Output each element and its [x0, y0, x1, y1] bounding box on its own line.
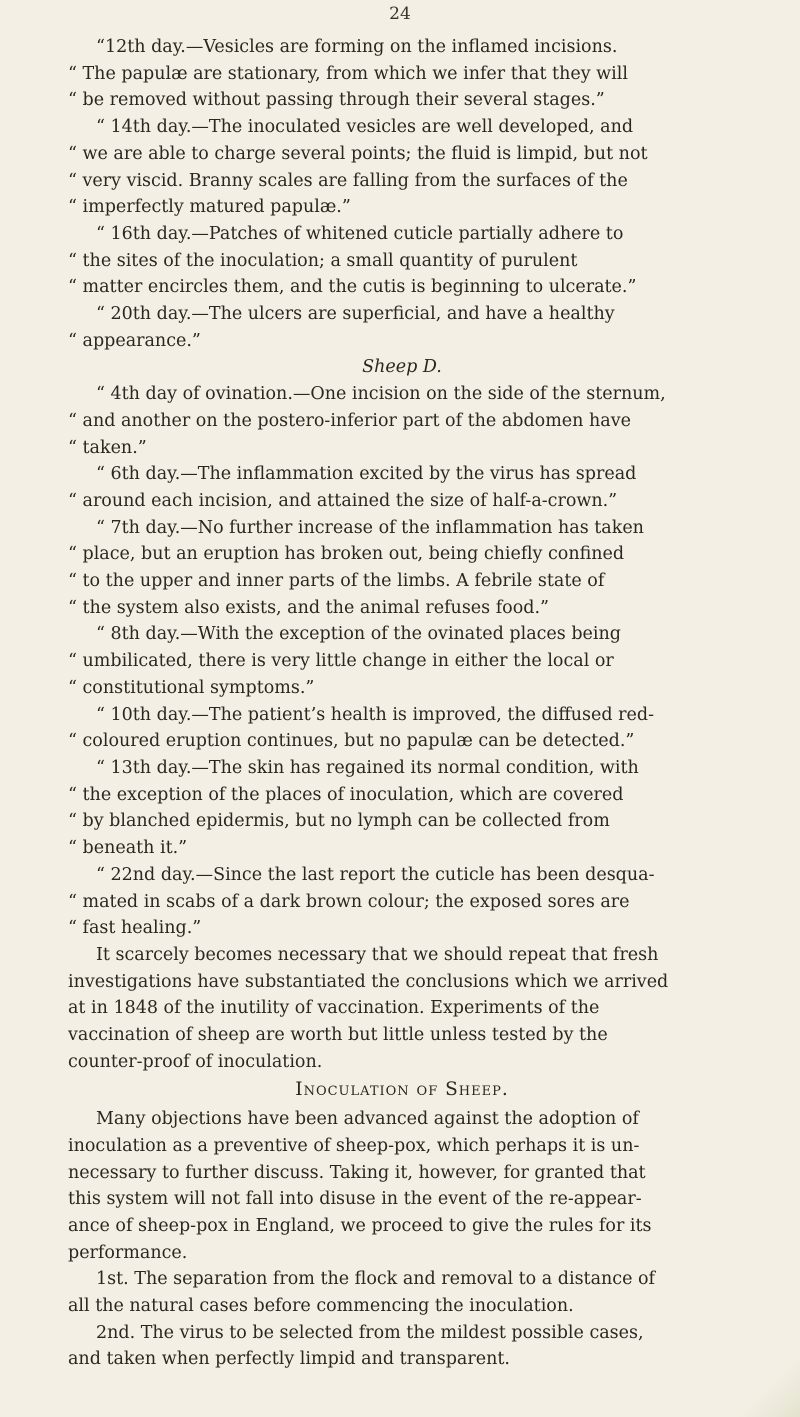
text-line: “ umbilicated, there is very little change in either the local or	[68, 651, 614, 672]
text-line: “ imperfectly matured papulæ.”	[68, 197, 351, 218]
text-line: “ around each incision, and attained the size of half-a-crown.”	[68, 490, 618, 511]
text-line: inoculation as a preventive of sheep-pox, which perhaps it is un-	[68, 1135, 640, 1156]
text-line: “ 8th day.—With the exception of the ovinated places being	[96, 624, 621, 645]
text-line: “ to the upper and inner parts of the limbs. A febrile state of	[68, 571, 605, 592]
text-line: “ very viscid. Branny scales are falling from the surfaces of the	[68, 170, 628, 191]
text-line: 1st. The separation from the flock and removal to a distance of	[96, 1269, 656, 1290]
page-stain	[740, 1337, 800, 1417]
text-line: 2nd. The virus to be selected from the mildest possible cases,	[96, 1322, 644, 1343]
conclusion-paragraph	[68, 942, 736, 1076]
section-heading: Inoculation of Sheep.	[295, 1079, 509, 1101]
text-line: “ coloured eruption continues, but no papulæ can be detected.”	[68, 731, 635, 752]
text-line: Many objections have been advanced against the adoption of	[96, 1109, 639, 1130]
text-line: “12th day.—Vesicles are forming on the inflamed incisions.	[96, 37, 618, 57]
text-line: at in 1848 of the inutility of vaccination. Experiments of the	[68, 998, 600, 1019]
sheep-c-log	[68, 34, 736, 354]
text-line: “ 16th day.—Patches of whitened cuticle partially adhere to	[96, 223, 624, 244]
text-line: “ 6th day.—The inflammation excited by the virus has spread	[96, 464, 637, 485]
text-line: counter-proof of inoculation.	[68, 1051, 323, 1072]
text-line: “ 7th day.—No further increase of the inflammation has taken	[96, 517, 644, 538]
inoculation-rules	[68, 1106, 736, 1373]
page-body	[68, 34, 736, 1373]
text-line: It scarcely becomes necessary that we should repeat that fresh	[96, 944, 659, 965]
text-line: investigations have substantiated the conclusions which we arrived	[68, 971, 669, 992]
text-line: “ mated in scabs of a dark brown colour; the exposed sores are	[68, 891, 630, 912]
text-line: “ 22nd day.—Since the last report the cuticle has been desqua-	[96, 864, 655, 885]
text-line: this system will not fall into disuse in the event of the re-appear-	[68, 1189, 642, 1210]
text-line: “ matter encircles them, and the cutis is beginning to ulcerate.”	[68, 277, 637, 298]
text-line: “ beneath it.”	[68, 838, 188, 859]
text-line: “ be removed without passing through their several stages.”	[68, 90, 605, 111]
text-line: “ appearance.”	[68, 330, 201, 351]
text-line: “ 13th day.—The skin has regained its normal condition, with	[96, 757, 639, 778]
text-line: “ constitutional symptoms.”	[68, 677, 315, 698]
page-number: 24	[389, 4, 411, 24]
sheep-d-log	[68, 381, 736, 942]
text-line: all the natural cases before commencing the inoculation.	[68, 1296, 574, 1317]
text-line: “ 10th day.—The patient’s health is improved, the diffused red-	[96, 704, 654, 725]
text-line: necessary to further discuss. Taking it, however, for granted that	[68, 1162, 646, 1183]
text-line: “ 20th day.—The ulcers are superficial, and have a healthy	[96, 304, 615, 325]
text-line: “ and another on the postero-inferior part of the abdomen have	[68, 410, 631, 431]
text-line: “ by blanched epidermis, but no lymph can be collected from	[68, 811, 610, 832]
text-line: “ fast healing.”	[68, 918, 202, 939]
text-line: “ The papulæ are stationary, from which we infer that they will	[68, 63, 628, 84]
text-line: “ place, but an eruption has broken out, being chiefly confined	[68, 544, 625, 565]
text-line: “ 4th day of ovination.—One incision on the side of the sternum,	[96, 384, 666, 405]
text-line: “ we are able to charge several points; the fluid is limpid, but not	[68, 143, 648, 164]
text-line: and taken when perfectly limpid and transparent.	[68, 1349, 510, 1370]
text-line: “ the exception of the places of inoculation, which are covered	[68, 784, 624, 805]
text-line: “ taken.”	[68, 437, 147, 458]
text-line: “ the sites of the inoculation; a small quantity of purulent	[68, 250, 578, 271]
text-line: ance of sheep-pox in England, we proceed to give the rules for its	[68, 1215, 652, 1236]
text-line: vaccination of sheep are worth but little unless tested by the	[68, 1025, 608, 1046]
sheep-d-heading: Sheep D.	[362, 357, 442, 378]
text-line: “ the system also exists, and the animal refuses food.”	[68, 597, 549, 618]
text-line: performance.	[68, 1242, 188, 1263]
text-line: “ 14th day.—The inoculated vesicles are well developed, and	[96, 117, 634, 138]
